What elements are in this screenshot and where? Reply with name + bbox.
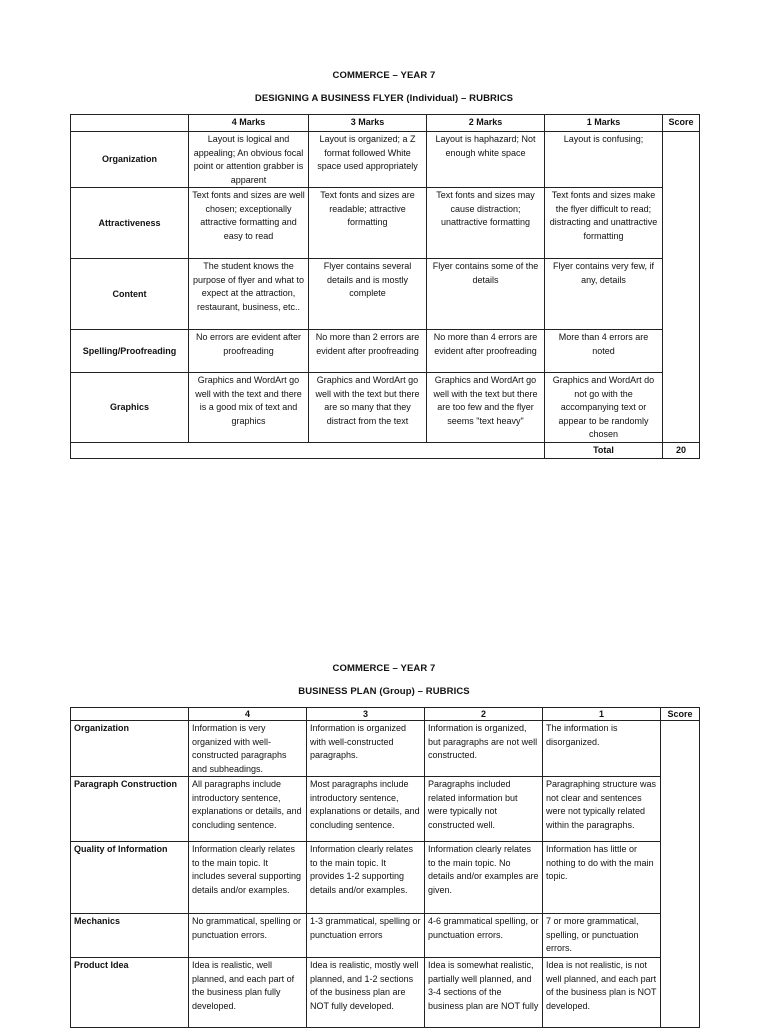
score-cell <box>663 132 700 443</box>
rubric-cell: Flyer contains several details and is mostly complete <box>309 259 427 330</box>
rubric-cell: Flyer contains some of the details <box>427 259 545 330</box>
table-row <box>71 721 700 777</box>
flyer-rubric-table <box>70 114 700 459</box>
header-cell: 2 <box>425 708 543 721</box>
business-plan-rubric-table <box>70 707 700 1028</box>
table-row <box>71 259 700 330</box>
rubric-cell: No grammatical, spelling or punctuation errors. <box>189 914 307 958</box>
header-cell: 1 Marks <box>545 115 663 132</box>
header-cell: 1 <box>543 708 661 721</box>
rubric-cell: Text fonts and sizes make the flyer difficult to read; distracting and unattractive formatting <box>545 188 663 259</box>
table-row <box>71 777 700 842</box>
rubric-cell: Information is organized, but paragraphs are not well constructed. <box>425 721 543 777</box>
rubric-cell: Text fonts and sizes may cause distraction; unattractive formatting <box>427 188 545 259</box>
header-cell: 2 Marks <box>427 115 545 132</box>
subject-title-2: COMMERCE – YEAR 7 <box>332 663 436 674</box>
rubric-cell: Information is organized with well-constructed paragraphs. <box>307 721 425 777</box>
criterion-cell: Spelling/Proofreading <box>71 330 189 373</box>
rubric-cell: No more than 2 errors are evident after proofreading <box>309 330 427 373</box>
rubric-cell: Information clearly relates to the main topic. It provides 1-2 supporting details and/or examples. <box>307 842 425 914</box>
rubric-title-2: BUSINESS PLAN (Group) – RUBRICS <box>298 686 470 697</box>
rubric-cell: Graphics and WordArt go well with the text but there are too few and the flyer seems "text heavy" <box>427 373 545 443</box>
rubric-title-1: DESIGNING A BUSINESS FLYER (Individual) – RUBRICS <box>254 93 514 104</box>
total-blank-cell <box>71 443 545 459</box>
criterion-cell: Content <box>71 259 189 330</box>
rubric-cell: More than 4 errors are noted <box>545 330 663 373</box>
header-cell: 3 <box>307 708 425 721</box>
table-header-row <box>71 708 700 721</box>
total-row <box>71 443 700 459</box>
rubric-cell: Information clearly relates to the main topic. It includes several supporting details and/or examples. <box>189 842 307 914</box>
rubric-cell: Paragraphing structure was not clear and sentences were not typically related within the paragraphs. <box>543 777 661 842</box>
rubric-cell: Idea is realistic, well planned, and each part of the business plan fully developed. <box>189 958 307 1028</box>
criterion-cell: Organization <box>71 721 189 777</box>
rubric-cell: Idea is somewhat realistic, partially well planned, and 3-4 sections of the business plan are NOT fully <box>425 958 543 1028</box>
rubric-cell: Layout is haphazard; Not enough white space <box>427 132 545 188</box>
rubric-cell: 7 or more grammatical, spelling, or punctuation errors. <box>543 914 661 958</box>
criterion-cell: Quality of Information <box>71 842 189 914</box>
total-label: Total <box>545 443 663 459</box>
table-row <box>71 373 700 443</box>
header-cell: 3 Marks <box>309 115 427 132</box>
rubric-cell: Information is very organized with well-constructed paragraphs and subheadings. <box>189 721 307 777</box>
rubric-cell: Idea is not realistic, is not well planned, and each part of the business plan is NOT developed. <box>543 958 661 1028</box>
criterion-cell: Organization <box>71 132 189 188</box>
header-cell: 4 Marks <box>189 115 309 132</box>
rubric-cell: Text fonts and sizes are well chosen; exceptionally attractive formatting and easy to read <box>189 188 309 259</box>
score-cell <box>661 721 700 1028</box>
criterion-cell: Graphics <box>71 373 189 443</box>
criterion-cell: Mechanics <box>71 914 189 958</box>
table-row <box>71 914 700 958</box>
rubric-cell: The student knows the purpose of flyer and what to expect at the attraction, restaurant, business, etc.. <box>189 259 309 330</box>
rubric-cell: 1-3 grammatical, spelling or punctuation errors <box>307 914 425 958</box>
rubric-cell: Information has little or nothing to do with the main topic. <box>543 842 661 914</box>
rubric-cell: 4-6 grammatical spelling, or punctuation errors. <box>425 914 543 958</box>
rubric-cell: Layout is confusing; <box>545 132 663 188</box>
rubric-cell: Graphics and WordArt go well with the text and there is a good mix of text and graphics <box>189 373 309 443</box>
rubric-cell: Layout is logical and appealing; An obvious focal point or attention grabber is apparent <box>189 132 309 188</box>
rubric-cell: No errors are evident after proofreading <box>189 330 309 373</box>
rubric-cell: Text fonts and sizes are readable; attractive formatting <box>309 188 427 259</box>
criterion-cell: Product Idea <box>71 958 189 1028</box>
table-row <box>71 188 700 259</box>
header-cell: Score <box>663 115 700 132</box>
table-row <box>71 132 700 188</box>
rubric-cell: All paragraphs include introductory sentence, explanations or details, and concluding sentence. <box>189 777 307 842</box>
table-header-row <box>71 115 700 132</box>
rubric-cell: Idea is realistic, mostly well planned, and 1-2 sections of the business plan are NOT fully developed. <box>307 958 425 1028</box>
rubric-cell: Paragraphs included related information but were typically not constructed well. <box>425 777 543 842</box>
criterion-cell: Paragraph Construction <box>71 777 189 842</box>
rubric-cell: Graphics and WordArt do not go with the accompanying text or appear to be randomly chosen <box>545 373 663 443</box>
table-row <box>71 842 700 914</box>
table-row <box>71 330 700 373</box>
subject-title-1: COMMERCE – YEAR 7 <box>332 70 436 81</box>
header-cell <box>71 708 189 721</box>
rubric-cell: No more than 4 errors are evident after proofreading <box>427 330 545 373</box>
header-cell: Score <box>661 708 700 721</box>
rubric-cell: The information is disorganized. <box>543 721 661 777</box>
header-cell <box>71 115 189 132</box>
table-row <box>71 958 700 1028</box>
rubric-cell: Graphics and WordArt go well with the text but there are so many that they distract from the text <box>309 373 427 443</box>
rubric-cell: Information clearly relates to the main topic. No details and/or examples are given. <box>425 842 543 914</box>
header-cell: 4 <box>189 708 307 721</box>
criterion-cell: Attractiveness <box>71 188 189 259</box>
rubric-cell: Layout is organized; a Z format followed White space used appropriately <box>309 132 427 188</box>
rubric-cell: Most paragraphs include introductory sentence, explanations or details, and concluding sentence. <box>307 777 425 842</box>
rubric-cell: Flyer contains very few, if any, details <box>545 259 663 330</box>
total-value: 20 <box>663 443 700 459</box>
